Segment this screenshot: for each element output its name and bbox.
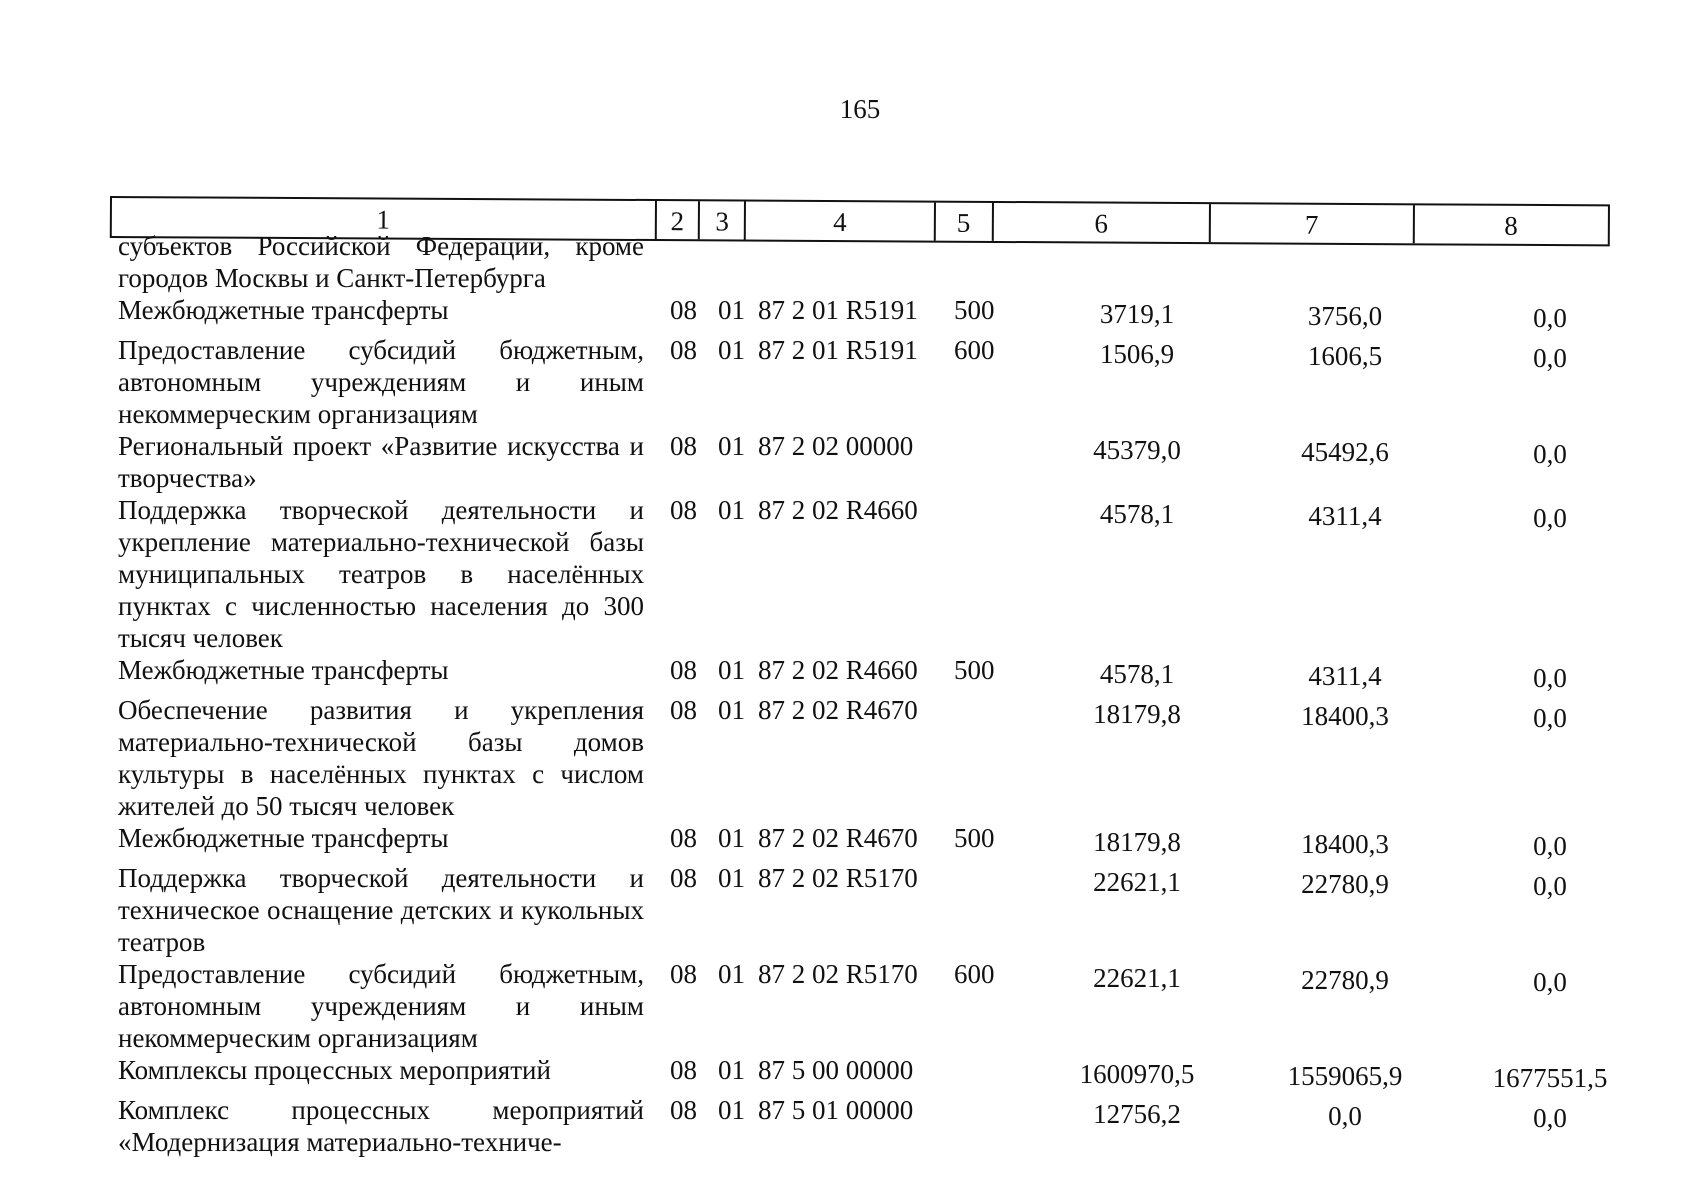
row-section: 08 — [670, 335, 697, 365]
row-value-8: 0,0 — [1533, 503, 1567, 533]
row-value-8: 0,0 — [1533, 343, 1567, 373]
row-value-6: 45379,0 — [1093, 435, 1181, 465]
row-value-6 — [1034, 230, 1240, 234]
row-section: 08 — [670, 655, 697, 685]
header-col-2: 2 — [656, 201, 700, 239]
row-subsection: 01 — [718, 335, 745, 365]
row-value-8: 0,0 — [1533, 871, 1567, 901]
row-value-6: 18179,8 — [1093, 827, 1181, 857]
header-col-5: 5 — [936, 203, 994, 241]
row-name: Межбюджетные трансферты — [118, 295, 449, 325]
row-value-7 — [1240, 230, 1450, 236]
row-subsection: 01 — [718, 495, 745, 525]
row-section: 08 — [670, 959, 697, 989]
header-col-8: 8 — [1504, 210, 1518, 241]
row-section: 08 — [670, 495, 697, 525]
row-subsection: 01 — [718, 1055, 745, 1085]
row-value-6: 18179,8 — [1093, 699, 1181, 729]
row-name: Обеспечение развития и укрепления материально-технической базы домов культуры в населённых пунктах с числом жителей до 50 тысяч человек — [118, 695, 644, 821]
table-row — [118, 958, 1658, 1054]
row-name: Межбюджетные трансферты — [118, 823, 449, 853]
row-expense-type: 600 — [954, 335, 995, 365]
header-col-1: 1 — [112, 198, 657, 239]
row-target-code: 87 5 00 00000 — [758, 1055, 914, 1085]
row-value-6: 22621,1 — [1093, 867, 1181, 897]
row-target-code: 87 2 02 R5170 — [758, 863, 918, 893]
table-row — [118, 430, 1658, 494]
row-subsection: 01 — [718, 655, 745, 685]
row-value-8: 0,0 — [1533, 967, 1567, 997]
row-name: Предоставление субсидий бюджетным, автономным учреждениям и иным некоммерческим организациям — [118, 335, 644, 429]
row-value-8: 0,0 — [1533, 663, 1567, 693]
row-value-6: 12756,2 — [1093, 1099, 1181, 1129]
row-subsection: 01 — [718, 695, 745, 725]
table-row — [118, 654, 1658, 694]
row-value-6: 4578,1 — [1099, 499, 1175, 529]
row-name: субъектов Российской Федерации, кроме городов Москвы и Санкт-Петербурга — [118, 231, 644, 293]
row-subsection: 01 — [718, 1095, 745, 1125]
row-section: 08 — [670, 695, 697, 725]
row-target-code: 87 2 02 00000 — [758, 431, 914, 461]
row-target-code: 87 5 01 00000 — [758, 1095, 914, 1125]
row-value-7: 45492,6 — [1301, 437, 1389, 467]
row-name: Комплексы процессных мероприятий — [118, 1055, 551, 1085]
row-value-6: 1506,9 — [1099, 339, 1175, 369]
row-section: 08 — [670, 1095, 697, 1125]
row-value-7: 0,0 — [1328, 1101, 1362, 1131]
page-number: 165 — [839, 94, 881, 124]
row-value-7: 3756,0 — [1307, 301, 1383, 331]
row-value-8: 0,0 — [1533, 703, 1567, 733]
row-value-6: 3719,1 — [1099, 299, 1175, 329]
row-subsection: 01 — [718, 295, 745, 325]
table-body — [118, 230, 1658, 1158]
row-value-7: 18400,3 — [1301, 701, 1389, 731]
table-row — [118, 494, 1658, 654]
header-col-3: 3 — [700, 201, 746, 239]
row-target-code: 87 2 02 R4660 — [758, 495, 918, 525]
row-section: 08 — [670, 863, 697, 893]
row-expense-type: 500 — [954, 823, 995, 853]
row-subsection: 01 — [718, 959, 745, 989]
row-subsection: 01 — [718, 863, 745, 893]
row-value-7: 1559065,9 — [1287, 1061, 1403, 1091]
table-row — [118, 230, 1658, 294]
row-value-7: 22780,9 — [1301, 869, 1389, 899]
row-value-6: 22621,1 — [1093, 963, 1181, 993]
row-expense-type: 600 — [954, 959, 995, 989]
row-value-8: 0,0 — [1533, 831, 1567, 861]
table-row — [118, 1094, 1658, 1158]
header-col-4: 4 — [746, 202, 936, 241]
row-target-code: 87 2 02 R4670 — [758, 823, 918, 853]
row-value-6: 4578,1 — [1099, 659, 1175, 689]
row-target-code: 87 2 02 R4660 — [758, 655, 918, 685]
row-target-code: 87 2 02 R5170 — [758, 959, 918, 989]
row-value-7: 4311,4 — [1308, 661, 1382, 691]
row-expense-type: 500 — [954, 295, 995, 325]
row-value-8: 0,0 — [1533, 439, 1567, 469]
row-value-8: 0,0 — [1533, 1103, 1567, 1133]
row-name: Поддержка творческой деятельности и техническое оснащение детских и кукольных театров — [118, 863, 644, 957]
row-value-7: 18400,3 — [1301, 829, 1389, 859]
header-col-7: 7 — [1211, 204, 1415, 243]
row-name: Поддержка творческой деятельности и укрепление материально-технической базы муниципальных театров в населённых пунктах с численностью населения до 300 тысяч человек — [118, 495, 644, 653]
row-section: 08 — [670, 295, 697, 325]
row-value-8: 1677551,5 — [1492, 1063, 1608, 1093]
row-section: 08 — [670, 1055, 697, 1085]
row-subsection: 01 — [718, 431, 745, 461]
table-row — [118, 1054, 1658, 1094]
table-row — [118, 862, 1658, 958]
row-subsection: 01 — [718, 823, 745, 853]
row-target-code: 87 2 01 R5191 — [758, 335, 918, 365]
header-col-6: 6 — [993, 203, 1211, 242]
table-row — [118, 694, 1658, 822]
table-row — [118, 822, 1658, 862]
row-value-7: 22780,9 — [1301, 965, 1389, 995]
row-target-code: 87 2 02 R4670 — [758, 695, 918, 725]
table-row — [118, 294, 1658, 334]
row-name: Предоставление субсидий бюджетным, автономным учреждениям и иным некоммерческим организациям — [118, 959, 644, 1053]
table-row — [118, 334, 1658, 430]
row-expense-type: 500 — [954, 655, 995, 685]
row-target-code: 87 2 01 R5191 — [758, 295, 918, 325]
row-name: Комплекс процессных мероприятий «Модернизация материально-техниче- — [118, 1095, 644, 1157]
row-name: Региональный проект «Развитие искусства и творчества» — [118, 431, 644, 493]
row-value-7: 1606,5 — [1307, 341, 1383, 371]
row-value-7: 4311,4 — [1308, 501, 1382, 531]
row-value-8: 0,0 — [1533, 303, 1567, 333]
row-section: 08 — [670, 823, 697, 853]
row-section: 08 — [670, 431, 697, 461]
row-value-8 — [1450, 230, 1650, 238]
row-name: Межбюджетные трансферты — [118, 655, 449, 685]
row-value-6: 1600970,5 — [1079, 1059, 1195, 1089]
